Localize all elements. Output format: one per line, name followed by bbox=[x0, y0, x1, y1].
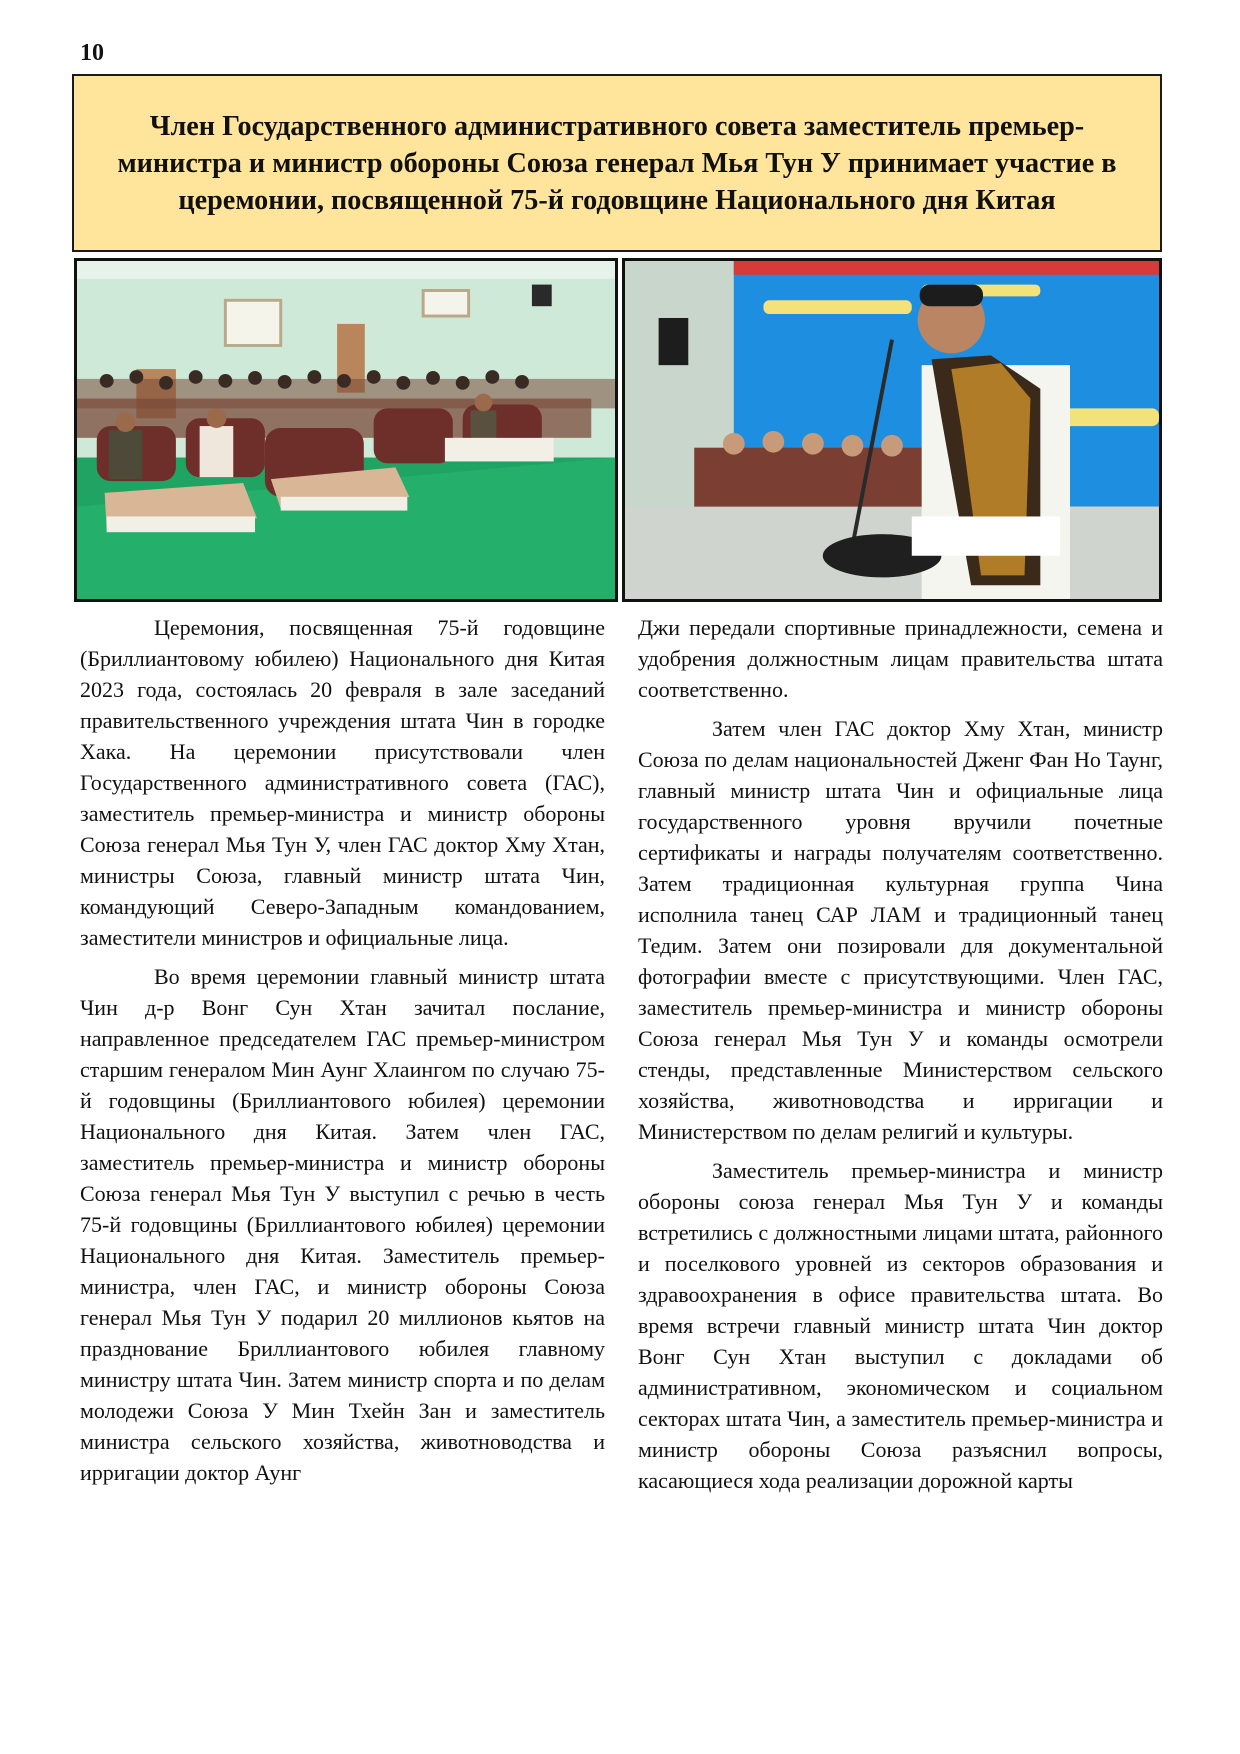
page-number: 10 bbox=[80, 40, 104, 66]
paragraph: Затем член ГАС доктор Хму Хтан, министр Союза по делам национальностей Дженг Фан Но Таунг, главный министр штата Чин и официальные лица государственного уровня вручили почетные сертификаты и награды получателям соответственно. Затем традиционная культурная группа Чина исполнила танец САР ЛАМ и традиционный танец Тедим. Затем они позировали для документальной фотографии вместе с присутствующими. Член ГАС, заместитель премьер-министра и министр обороны Союза генерал Мья Тун У и команды осмотрели стенды, представленные Министерством сельского хозяйства, животноводства и ирригации и Министерством по делам религий и культуры. bbox=[638, 716, 1163, 1144]
paragraph: Церемония, посвященная 75-й годовщине (Бриллиантовому юбилею) Национального дня Китая 2023 года, состоялась 20 февраля в зале заседаний правительственного учреждения штата Чин в городке Хака. На церемонии присутствовали член Государственного административного совета (ГАС), заместитель премьер-министра и министр обороны Союза генерал Мья Тун У, член ГАС доктор Хму Хтан, министры Союза, главный министр штата Чин, командующий Северо-Западным командованием, заместители министров и официальные лица. bbox=[80, 615, 605, 950]
speaker-at-podium-photo bbox=[622, 258, 1162, 602]
article-column-right bbox=[638, 612, 1163, 1732]
audience-hall-photo bbox=[74, 258, 618, 602]
headline: Член Государственного административного совета заместитель премьер-министра и министр обороны Союза генерал Мья Тун У принимает участие в церемонии, посвященной 75-й годовщине Национального дня Китая bbox=[117, 110, 1117, 216]
audience-hall-photo-icon bbox=[77, 261, 615, 599]
paragraph-continued: Джи передали спортивные принадлежности, семена и удобрения должностным лицам правительства штата соответственно. bbox=[638, 615, 1163, 702]
paragraph: Заместитель премьер-министра и министр обороны союза генерал Мья Тун У и команды встретились с должностными лицами штата, районного и поселкового уровней из секторов образования и здравоохранения в офисе правительства штата. Во время встречи главный министр штата Чин доктор Вонг Сун Хтан выступил с докладами об административном, экономическом и социальном секторах штата Чин, а заместитель премьер-министра и министр обороны Союза разъяснил вопросы, касающиеся хода реализации дорожной карты bbox=[638, 1158, 1163, 1493]
article-column-left bbox=[80, 612, 605, 1732]
speaker-at-podium-photo-icon bbox=[625, 261, 1159, 599]
paragraph: Во время церемонии главный министр штата Чин д-р Вонг Сун Хтан зачитал послание, направленное председателем ГАС премьер-министром старшим генералом Мин Аунг Хлаингом по случаю 75-й годовщины (Бриллиантового юбилея) церемонии Национального дня Китая. Затем член ГАС, заместитель премьер-министра и министр обороны Союза генерал Мья Тун У выступил с речью в честь 75-й годовщины (Бриллиантового юбилея) церемонии Национального дня Китая. Заместитель премьер-министра, член ГАС, и министр обороны Союза генерал Мья Тун У подарил 20 миллионов кьятов на празднование Бриллиантового юбилея главному министру штата Чин. Затем министр спорта и по делам молодежи Союза У Мин Тхейн Зан и заместитель министра сельского хозяйства, животноводства и ирригации доктор Аунг bbox=[80, 964, 605, 1485]
headline-box bbox=[72, 74, 1162, 252]
